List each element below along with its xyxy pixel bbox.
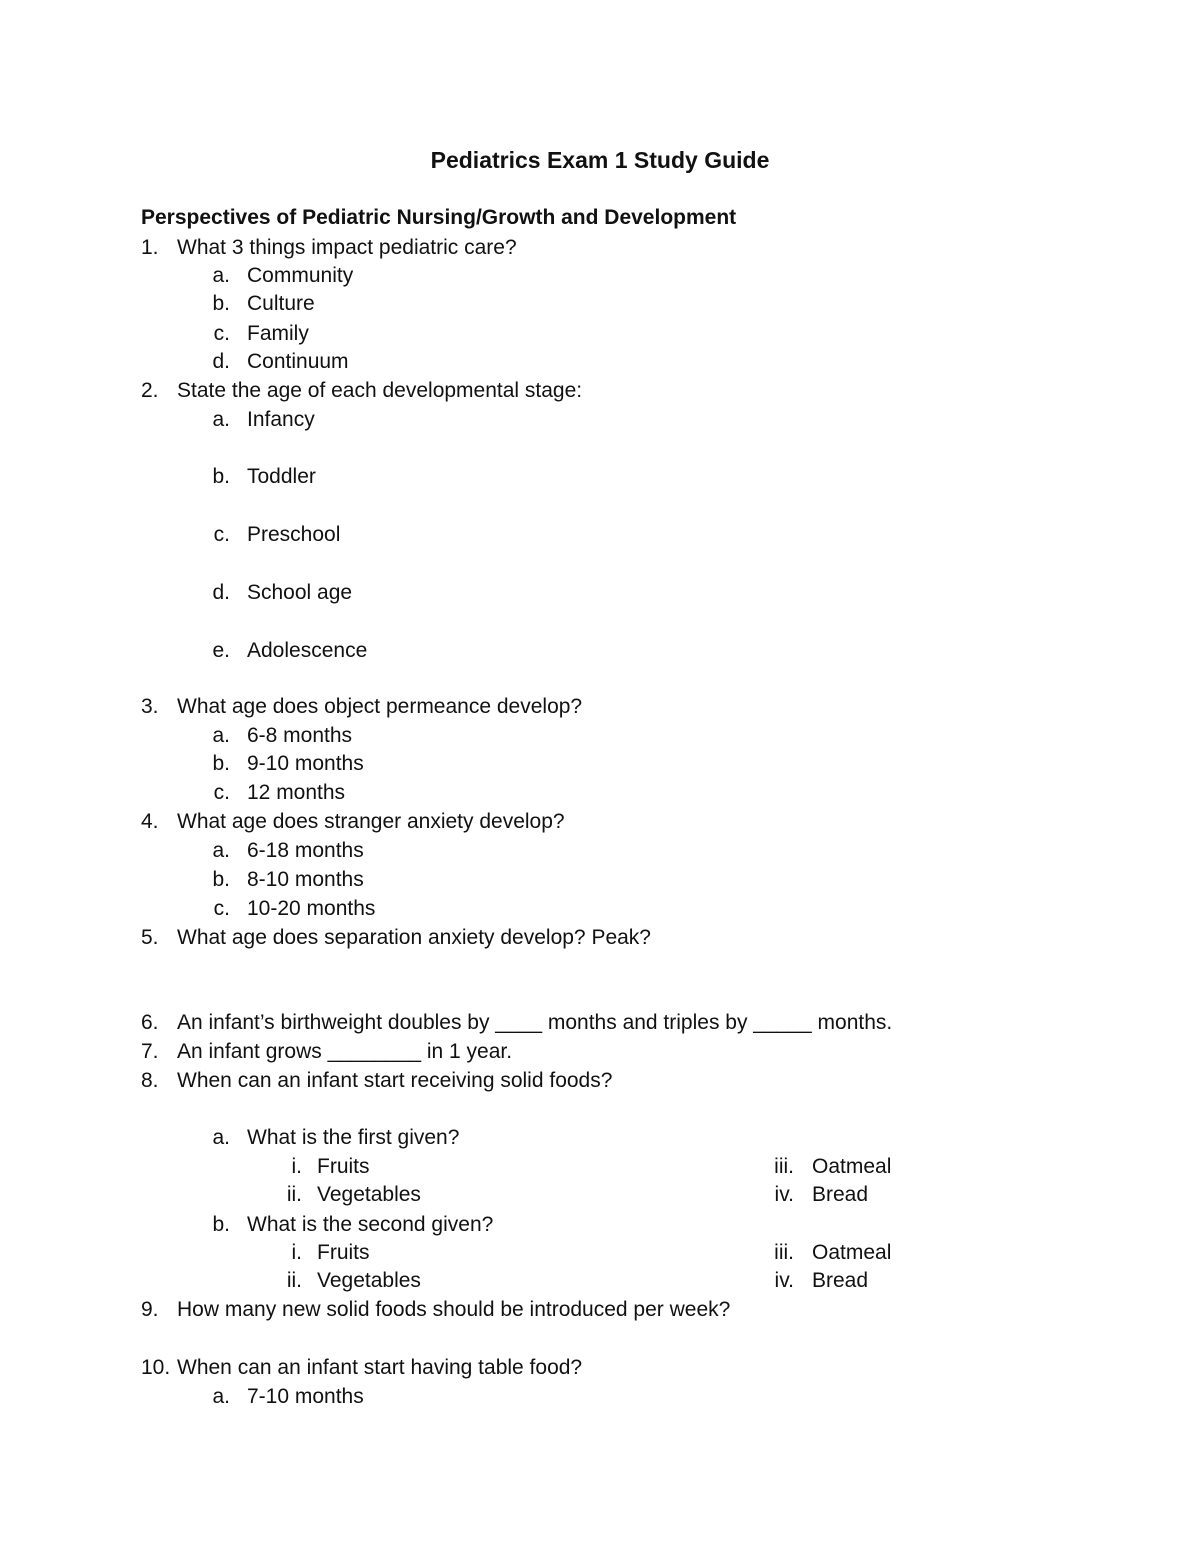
option-marker: a. bbox=[212, 264, 230, 287]
option-text: 6-18 months bbox=[247, 839, 364, 862]
option-text: Infancy bbox=[247, 408, 315, 431]
question-text: An infant grows ________ in 1 year. bbox=[177, 1040, 513, 1063]
option-marker: iv. bbox=[774, 1269, 794, 1292]
question-text: What age does object permeance develop? bbox=[177, 695, 583, 718]
question-text: What age does stranger anxiety develop? bbox=[177, 810, 565, 833]
option-text: Bread bbox=[812, 1269, 869, 1292]
option-marker: a. bbox=[212, 839, 230, 862]
option-marker: iii. bbox=[774, 1155, 794, 1178]
option-text: Oatmeal bbox=[812, 1155, 892, 1178]
question-number: 1. bbox=[141, 236, 159, 259]
question-text: An infant’s birthweight doubles by ____ months and triples by _____ months. bbox=[177, 1011, 893, 1034]
option-marker: d. bbox=[212, 350, 230, 373]
option-marker: i. bbox=[291, 1241, 302, 1264]
option-marker: i. bbox=[291, 1155, 302, 1178]
question-number: 5. bbox=[141, 926, 159, 949]
option-text: 7-10 months bbox=[247, 1385, 364, 1408]
option-marker: d. bbox=[212, 581, 230, 604]
option-text: School age bbox=[247, 581, 353, 604]
option-marker: c. bbox=[213, 897, 230, 920]
option-text: 9-10 months bbox=[247, 752, 364, 775]
question-number: 3. bbox=[141, 695, 159, 718]
question-text: What age does separation anxiety develop? Peak? bbox=[177, 926, 651, 949]
option-text: 8-10 months bbox=[247, 868, 364, 891]
option-text: Vegetables bbox=[317, 1269, 421, 1292]
question-number: 9. bbox=[141, 1298, 159, 1321]
subquestion-marker: a. bbox=[212, 1126, 230, 1149]
question-number: 6. bbox=[141, 1011, 159, 1034]
option-marker: c. bbox=[213, 781, 230, 804]
option-text: Oatmeal bbox=[812, 1241, 892, 1264]
option-text: Adolescence bbox=[247, 639, 368, 662]
question-number: 7. bbox=[141, 1040, 159, 1063]
option-marker: iii. bbox=[774, 1241, 794, 1264]
option-text: Culture bbox=[247, 292, 315, 315]
option-text: Fruits bbox=[317, 1241, 370, 1264]
option-marker: a. bbox=[212, 1385, 230, 1408]
question-text: What 3 things impact pediatric care? bbox=[177, 236, 517, 259]
question-text: When can an infant start receiving solid foods? bbox=[177, 1069, 613, 1092]
question-text: How many new solid foods should be introduced per week? bbox=[177, 1298, 731, 1321]
option-marker: e. bbox=[212, 639, 230, 662]
option-text: Fruits bbox=[317, 1155, 370, 1178]
subquestion-marker: b. bbox=[212, 1213, 230, 1236]
option-marker: c. bbox=[213, 523, 230, 546]
option-marker: ii. bbox=[286, 1269, 302, 1292]
question-number: 2. bbox=[141, 379, 159, 402]
option-marker: a. bbox=[212, 724, 230, 747]
option-marker: c. bbox=[213, 322, 230, 345]
option-text: Toddler bbox=[247, 465, 316, 488]
question-number: 8. bbox=[141, 1069, 159, 1092]
option-text: Vegetables bbox=[317, 1183, 421, 1206]
option-text: Community bbox=[247, 264, 354, 287]
subquestion-text: What is the second given? bbox=[247, 1213, 494, 1236]
section-heading: Perspectives of Pediatric Nursing/Growth and Development bbox=[141, 206, 737, 229]
option-marker: a. bbox=[212, 408, 230, 431]
option-marker: b. bbox=[212, 465, 230, 488]
option-marker: b. bbox=[212, 868, 230, 891]
option-marker: b. bbox=[212, 752, 230, 775]
subquestion-text: What is the first given? bbox=[247, 1126, 460, 1149]
option-text: Preschool bbox=[247, 523, 341, 546]
option-text: Family bbox=[247, 322, 309, 345]
option-marker: iv. bbox=[774, 1183, 794, 1206]
option-text: Bread bbox=[812, 1183, 869, 1206]
question-number: 4. bbox=[141, 810, 159, 833]
document-title: Pediatrics Exam 1 Study Guide bbox=[430, 147, 770, 173]
option-text: Continuum bbox=[247, 350, 349, 373]
question-text: State the age of each developmental stage: bbox=[177, 379, 583, 402]
option-marker: ii. bbox=[286, 1183, 302, 1206]
question-number: 10. bbox=[141, 1356, 171, 1379]
option-marker: b. bbox=[212, 292, 230, 315]
option-text: 6-8 months bbox=[247, 724, 353, 747]
option-text: 12 months bbox=[247, 781, 346, 804]
question-text: When can an infant start having table food? bbox=[177, 1356, 583, 1379]
option-text: 10-20 months bbox=[247, 897, 376, 920]
